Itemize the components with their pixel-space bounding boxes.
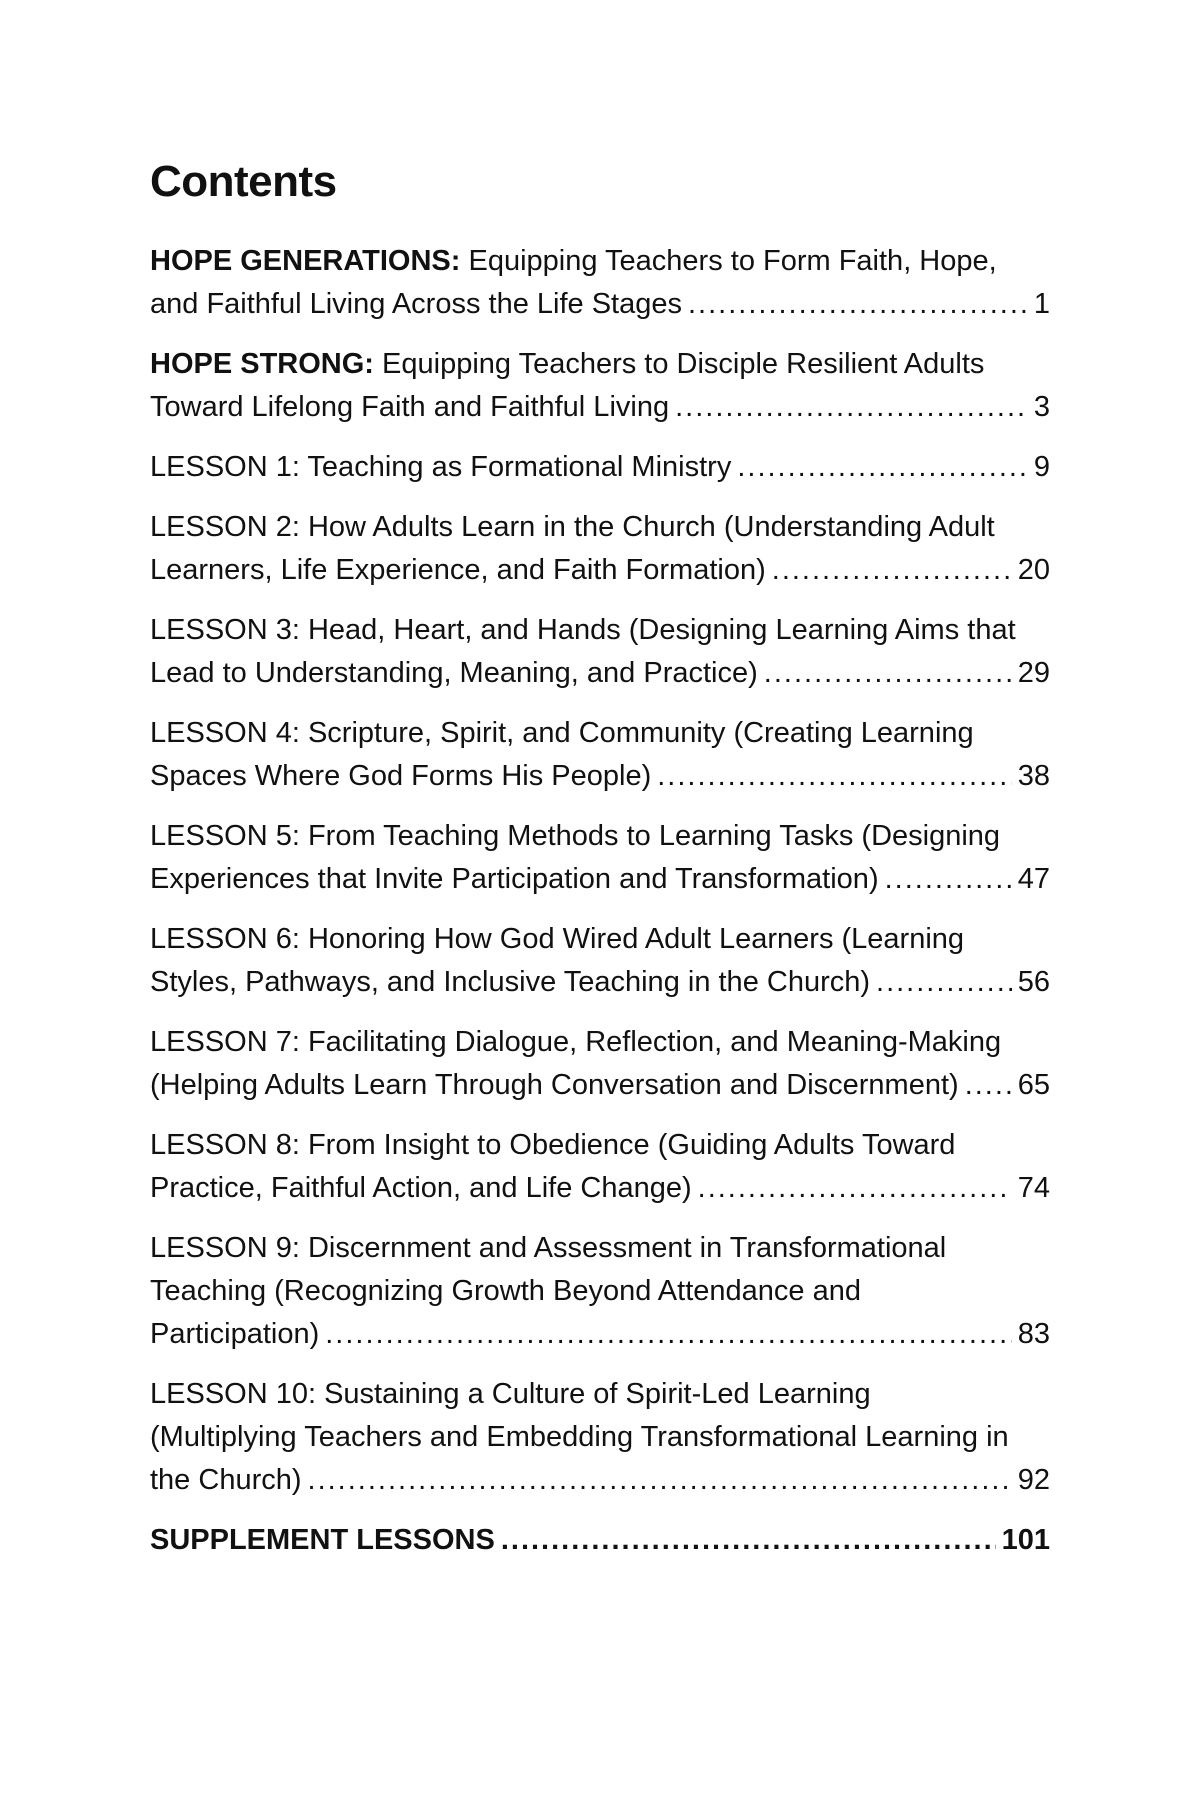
dot-leader (764, 652, 1012, 695)
toc-entry-text: Toward Lifelong Faith and Faithful Living (150, 391, 670, 423)
toc-entry (150, 1373, 1050, 1502)
toc-entry-line (150, 609, 1050, 652)
toc-entry-line (150, 815, 1050, 858)
toc-entry-last-line (150, 549, 1050, 592)
toc-entry-text: LESSON 9: Discernment and Assessment in Transformational (150, 1232, 947, 1264)
toc-entry-line (150, 1227, 1050, 1270)
toc-entry (150, 506, 1050, 592)
toc-entry-text: LESSON 5: From Teaching Methods to Learning Tasks (Designing (150, 820, 1001, 852)
toc-entry-text: LESSON 1: Teaching as Formational Ministry (150, 451, 732, 483)
toc-entry-last-line (150, 446, 1050, 489)
toc-entry (150, 446, 1050, 489)
dot-leader (501, 1519, 996, 1562)
toc-entry-text: and Faithful Living Across the Life Stages (150, 288, 682, 320)
toc-entry-last-line (150, 1167, 1050, 1210)
toc-page-number: 38 (1017, 760, 1050, 792)
toc-entry-lead: HOPE GENERATIONS: (150, 245, 461, 277)
toc-entry-text: (Multiplying Teachers and Embedding Transformational Learning in (150, 1421, 1009, 1453)
toc-entry (150, 1519, 1050, 1562)
toc-entry-text: the Church) (150, 1464, 302, 1496)
toc-entry-text: Practice, Faithful Action, and Life Change) (150, 1172, 692, 1204)
toc-entry-text: (Helping Adults Learn Through Conversation and Discernment) (150, 1069, 959, 1101)
toc-entry (150, 918, 1050, 1004)
toc-entry-text: Lead to Understanding, Meaning, and Practice) (150, 657, 758, 689)
toc-entry-line (150, 1270, 1050, 1313)
toc-entry-text: LESSON 3: Head, Heart, and Hands (Designing Learning Aims that (150, 614, 1016, 646)
dot-leader (688, 283, 1028, 326)
toc-entry-text: Teaching (Recognizing Growth Beyond Attendance and (150, 1275, 861, 1307)
toc-entry-text: LESSON 8: From Insight to Obedience (Guiding Adults Toward (150, 1129, 956, 1161)
toc-page-number: 3 (1033, 391, 1050, 423)
dot-leader (885, 858, 1012, 901)
toc-entry (150, 712, 1050, 798)
toc-entry-line (150, 1373, 1050, 1416)
toc-entry-line (150, 1416, 1050, 1459)
toc-entry-text: LESSON 6: Honoring How God Wired Adult Learners (Learning (150, 923, 965, 955)
toc-page-number: 9 (1033, 451, 1050, 483)
toc-entry-line (150, 240, 1050, 283)
toc-entry-line (150, 918, 1050, 961)
toc-entry-line (150, 343, 1050, 386)
dot-leader (698, 1167, 1012, 1210)
toc-page-number: 56 (1017, 966, 1050, 998)
toc-entry-lead: HOPE STRONG: (150, 348, 374, 380)
toc-entry-text: LESSON 2: How Adults Learn in the Church (Understanding Adult (150, 511, 995, 543)
toc-page-number: 1 (1033, 288, 1050, 320)
toc-page-number: 29 (1017, 657, 1050, 689)
toc-entry (150, 815, 1050, 901)
toc-page-number: 74 (1017, 1172, 1050, 1204)
toc-entry-text: Styles, Pathways, and Inclusive Teaching in the Church) (150, 966, 871, 998)
toc-entry-last-line (150, 386, 1050, 429)
toc-entry-text: Experiences that Invite Participation and Transformation) (150, 863, 879, 895)
toc-entry-text: Learners, Life Experience, and Faith Formation) (150, 554, 766, 586)
dot-leader (657, 755, 1011, 798)
toc-entry (150, 1021, 1050, 1107)
toc-page-number: 83 (1017, 1318, 1050, 1350)
toc-entry-line (150, 1021, 1050, 1064)
dot-leader (965, 1064, 1012, 1107)
toc-entry (150, 1124, 1050, 1210)
dot-leader (772, 549, 1012, 592)
toc-entry-line (150, 1124, 1050, 1167)
toc-entry-text: LESSON 10: Sustaining a Culture of Spirit-Led Learning (150, 1378, 871, 1410)
toc-entry-text: LESSON 4: Scripture, Spirit, and Community (Creating Learning (150, 717, 974, 749)
table-of-contents (150, 150, 1050, 1579)
toc-page-number: 47 (1017, 863, 1050, 895)
toc-entry (150, 240, 1050, 326)
toc-entry-line (150, 506, 1050, 549)
toc-entry (150, 1227, 1050, 1356)
dot-leader (308, 1459, 1012, 1502)
toc-entry-last-line (150, 755, 1050, 798)
toc-entry (150, 343, 1050, 429)
toc-entry-last-line (150, 652, 1050, 695)
toc-entry-text: LESSON 7: Facilitating Dialogue, Reflection, and Meaning-Making (150, 1026, 1002, 1058)
dot-leader (876, 961, 1012, 1004)
toc-page-number: 20 (1017, 554, 1050, 586)
toc-entry-last-line (150, 858, 1050, 901)
toc-page-number: 92 (1017, 1464, 1050, 1496)
toc-entry-last-line (150, 1064, 1050, 1107)
toc-entry-text: Equipping Teachers to Disciple Resilient Adults (382, 348, 985, 380)
dot-leader (737, 446, 1028, 489)
toc-entry-text: Participation) (150, 1318, 320, 1350)
page-title: Contents (150, 157, 337, 206)
toc-page-number: 65 (1017, 1069, 1050, 1101)
toc-page-number: 101 (1001, 1524, 1050, 1556)
toc-entry-last-line (150, 1313, 1050, 1356)
dot-leader (675, 386, 1028, 429)
toc-entry-text: Equipping Teachers to Form Faith, Hope, (468, 245, 997, 277)
toc-entry-text: Spaces Where God Forms His People) (150, 760, 652, 792)
toc-entries (150, 240, 1050, 1562)
toc-entry-line (150, 712, 1050, 755)
toc-entry-text: SUPPLEMENT LESSONS (150, 1524, 495, 1556)
dot-leader (325, 1313, 1011, 1356)
toc-entry-last-line (150, 283, 1050, 326)
toc-entry-last-line (150, 1459, 1050, 1502)
toc-entry-last-line (150, 961, 1050, 1004)
toc-entry-last-line (150, 1519, 1050, 1562)
toc-entry (150, 609, 1050, 695)
